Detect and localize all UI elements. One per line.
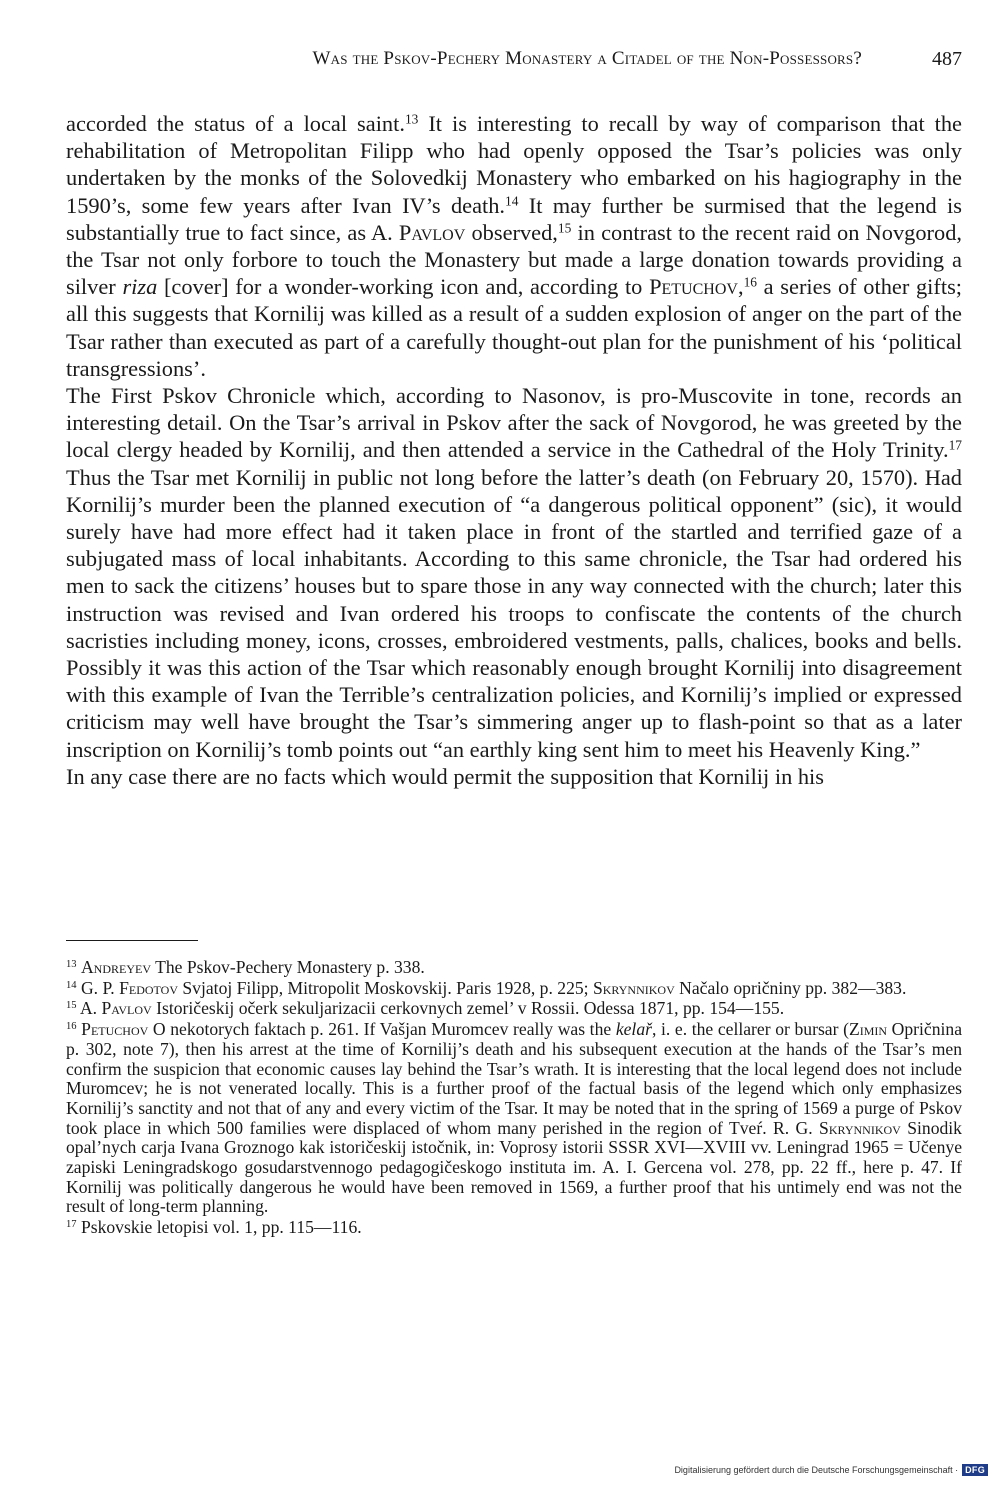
paragraph-3: In any case there are no facts which would permit the supposition that Kornilij in his bbox=[66, 763, 824, 789]
paragraph-2: The First Pskov Chronicle which, according to Nasonov, is pro-Muscovite in tone, records an interesting detail. On the Tsar’s arrival in Pskov after the sack of Novgorod, he was greeted by the local clergy headed by Kornilij, and then attended a service in the Cathedral of the Holy Trinity.$^{17}$ Thus the Tsar met Kornilij in public not long before the latter’s death (on February 20, 1570). Had Kornilij’s murder been the planned execution of “a dangerous political opponent” (sic), it would surely have had more effect had it taken place in front of the startled and terrified gaze of a subjugated mass of local inhabitants. According to this same chronicle, the Tsar had ordered his men to sack the citizens’ houses but to spare those in any way connected with the church; later this instruction was revised and Ivan ordered his troops to confiscate the contents of the church sacristies including money, icons, crosses, embroidered vestments, palls, chalices, books and bells. Possibly it was this action of the Tsar which reasonably enough brought Kornilij into disagreement with this example of Ivan the Terrible’s centralization policies, and Kornilij’s implied or expressed criticism may well have brought the Tsar’s simmering anger up to flash-point so that as a later inscription on Kornilij’s tomb points out “an earthly king sent him to meet his Heavenly King.” bbox=[66, 383, 962, 762]
digitization-text: Digitalisierung gefördert durch die Deutsche Forschungsgemeinschaft · bbox=[674, 1465, 959, 1475]
paragraph-1: accorded the status of a local saint.$^{13}$ It is interesting to recall by way of comparison that the rehabilitation of Metropolitan Filipp who had openly opposed the Tsar’s policies was only undertaken by the monks of the Solovedkij Monastery who embarked on his hagiography in the 1590’s, some few years after Ivan IV’s death.$^{14}$ It may further be surmised that the legend is substantially true to fact since, as A. Pavlov observed,$^{15}$ in contrast to the recent raid on Novgorod, the Tsar not only forbore to touch the Monastery but made a large donation towards providing a silver riza [cover] for a wonder-working icon and, according to Petuchov,$^{16}$ a series of other gifts; all this suggests that Kornilij was killed as a result of a sudden explosion of anger on the part of the Tsar rather than executed as part of a carefully thought-out plan for the punishment of his ‘political transgressions’. bbox=[66, 111, 963, 381]
footnote-13: $^{13}$ Andreyev The Pskov-Pechery Monastery p. 338. bbox=[66, 957, 425, 977]
dfg-logo: DFG bbox=[962, 1464, 988, 1476]
footnote-16: $^{16}$ Petuchov O nekotorych faktach p. 261. If Vašjan Muromcev really was the kelař, i. e. the cellarer or bursar (Zimin Opričnina p. 302, note 7), then his arrest at the time of Kornilij’s death and his subsequent execution at the hands of the Tsar’s men confirm the suspicion that economic causes lay behind the Tsar’s wrath. It is interesting that the local legend does not include Muromcev; he is not venerated locally. This is a further proof of the factual basis of the legend which only emphasizes Kornilij’s sanctity and not that of any and every victim of the Tsar. It may be noted that in the spring of 1569 a purge of Pskov took place in which 500 families were displaced of whom many perished in the region of Tveŕ. R. G. Skrynnikov Sinodik opal’nych carja Ivana Groznogo kak istoričeskij istočnik, in: Voprosy istorii SSSR XVI—XVIII vv. Leningrad 1965 = Učenye zapiski Leningradskogo gosudarstvennogo pedagogičeskogo instituta im. A. I. Gercena vol. 278, pp. 22 ff., here p. 47. If Kornilij was politically dangerous he would have been removed in 1569, a further proof that his untimely end was not the result of long-term planning. bbox=[66, 1019, 963, 1217]
footnote-rule bbox=[66, 940, 198, 941]
footnote-ref-14: 14 bbox=[505, 193, 519, 209]
footnote-ref-13: 13 bbox=[404, 111, 419, 127]
footnote-ref-16: 16 bbox=[743, 274, 757, 290]
digitization-credit bbox=[674, 1464, 988, 1476]
footnote-14: $^{14}$ G. P. Fedotov Svjatoj Filipp, Mitropolit Moskovskij. Paris 1928, p. 225; Skrynnikov Načalo opričniny pp. 382—383. bbox=[66, 977, 907, 998]
footnote-15: $^{15}$ A. Pavlov Istoričeskij očerk sekuljarizacii cerkovnych zemel’ v Rossii. Odessa 1871, pp. 154—155. bbox=[66, 998, 785, 1019]
footnote-17: $^{17}$ Pskovskie letopisi vol. 1, pp. 115—116. bbox=[66, 1217, 362, 1238]
footnote-ref-17: 17 bbox=[948, 438, 962, 454]
author-name: Pavlov bbox=[398, 219, 466, 245]
footnotes bbox=[66, 958, 962, 1239]
page-header bbox=[66, 48, 962, 78]
running-title: Was the Pskov-Pechery Monastery a Citadel of the Non-Possessors? bbox=[312, 48, 862, 69]
main-text bbox=[66, 110, 962, 790]
page-number: 487 bbox=[932, 48, 962, 70]
author-name: Petuchov bbox=[649, 274, 738, 300]
footnote-ref-15: 15 bbox=[557, 220, 572, 236]
